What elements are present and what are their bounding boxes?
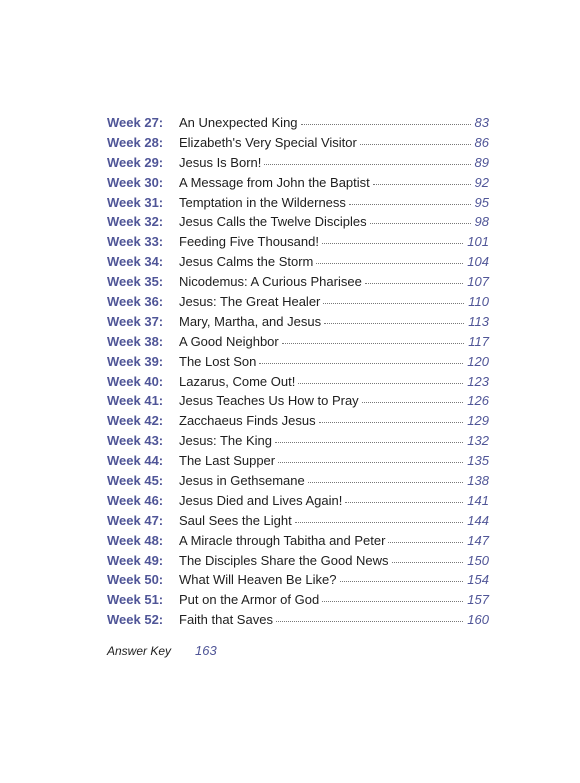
toc-lesson-title: Temptation in the Wilderness	[179, 194, 346, 210]
toc-page-number: 138	[467, 473, 489, 489]
toc-week-label: Week 32:	[107, 214, 164, 230]
answer-key-entry[interactable]	[107, 643, 217, 658]
toc-lesson-title: Zacchaeus Finds Jesus	[179, 413, 316, 429]
toc-dot-leader	[308, 481, 464, 483]
toc-entry[interactable]	[107, 531, 489, 551]
toc-entry[interactable]	[107, 451, 489, 471]
toc-week-label: Week 48:	[107, 532, 164, 548]
toc-dot-leader	[360, 143, 471, 145]
toc-week-label: Week 44:	[107, 453, 164, 469]
toc-dot-leader	[324, 322, 464, 324]
toc-week-label: Week 34:	[107, 254, 164, 270]
toc-week-label: Week 52:	[107, 612, 164, 628]
toc-entry[interactable]	[107, 292, 489, 312]
toc-entry[interactable]	[107, 551, 489, 571]
toc-lesson-title: Elizabeth's Very Special Visitor	[179, 134, 357, 150]
toc-dot-leader	[370, 222, 471, 224]
toc-lesson-title: An Unexpected King	[179, 115, 298, 130]
toc-entry[interactable]	[107, 511, 489, 531]
toc-entry[interactable]	[107, 610, 489, 630]
toc-lesson-title: What Will Heaven Be Like?	[179, 572, 337, 588]
toc-entry[interactable]	[107, 133, 489, 153]
toc-lesson-title: Jesus Calms the Storm	[179, 254, 314, 270]
toc-lesson-title: Saul Sees the Light	[179, 512, 292, 528]
toc-dot-leader	[373, 183, 471, 185]
toc-dot-leader	[349, 203, 471, 205]
toc-lesson-title: Jesus Died and Lives Again!	[179, 492, 343, 508]
toc-lesson-title: Put on the Armor of God	[179, 592, 320, 608]
toc-week-label: Week 45:	[107, 473, 164, 489]
toc-week-label: Week 29:	[107, 154, 164, 170]
toc-entry[interactable]	[107, 312, 489, 332]
toc-page-number: 141	[467, 492, 489, 508]
toc-dot-leader	[388, 541, 463, 543]
toc-lesson-title: Nicodemus: A Curious Pharisee	[179, 274, 362, 290]
toc-page-number: 104	[467, 254, 489, 270]
toc-entry[interactable]	[107, 212, 489, 232]
toc-entry[interactable]	[107, 252, 489, 272]
toc-week-label: Week 38:	[107, 333, 164, 349]
toc-page-number: 135	[467, 453, 489, 469]
toc-week-label: Week 31:	[107, 194, 164, 210]
toc-entry[interactable]	[107, 590, 489, 610]
toc-page-number: 154	[467, 572, 489, 588]
toc-lesson-title: A Message from John the Baptist	[179, 174, 370, 190]
toc-page-number: 113	[468, 313, 489, 329]
toc-entry[interactable]	[107, 411, 489, 431]
table-of-contents	[107, 113, 489, 630]
answer-key-page-number: 163	[195, 643, 217, 658]
toc-lesson-title: The Lost Son	[179, 353, 257, 369]
toc-entry[interactable]	[107, 193, 489, 213]
toc-entry[interactable]	[107, 391, 489, 411]
toc-week-label: Week 36:	[107, 294, 164, 310]
toc-dot-leader	[278, 461, 463, 463]
toc-dot-leader	[362, 401, 464, 403]
toc-dot-leader	[345, 501, 463, 503]
toc-lesson-title: Jesus: The King	[179, 433, 272, 449]
toc-dot-leader	[316, 262, 463, 264]
toc-dot-leader	[275, 441, 463, 443]
toc-page-number: 101	[467, 234, 489, 250]
toc-dot-leader	[298, 382, 463, 384]
toc-dot-leader	[276, 620, 463, 622]
toc-entry[interactable]	[107, 352, 489, 372]
toc-page-number: 86	[474, 134, 489, 150]
toc-page-number: 157	[467, 592, 489, 608]
toc-page-number: 147	[467, 532, 489, 548]
toc-week-label: Week 51:	[107, 592, 164, 608]
toc-lesson-title: Jesus: The Great Healer	[179, 294, 321, 310]
toc-week-label: Week 50:	[107, 572, 164, 588]
toc-week-label: Week 40:	[107, 373, 164, 389]
toc-page-number: 89	[474, 154, 489, 170]
toc-lesson-title: The Disciples Share the Good News	[179, 552, 389, 568]
toc-dot-leader	[282, 342, 465, 344]
toc-dot-leader	[322, 242, 463, 244]
toc-page-number: 120	[467, 353, 489, 369]
toc-entry[interactable]	[107, 471, 489, 491]
toc-entry[interactable]	[107, 113, 489, 133]
toc-page-number: 110	[468, 294, 489, 310]
toc-lesson-title: A Miracle through Tabitha and Peter	[179, 532, 386, 548]
toc-dot-leader	[365, 282, 463, 284]
toc-week-label: Week 30:	[107, 174, 164, 190]
toc-lesson-title: Jesus Is Born!	[179, 154, 262, 170]
toc-entry[interactable]	[107, 570, 489, 590]
toc-page-number: 107	[467, 274, 489, 290]
toc-entry[interactable]	[107, 332, 489, 352]
toc-week-label: Week 42:	[107, 413, 164, 429]
toc-page-number: 144	[467, 512, 489, 528]
toc-page-number: 129	[467, 413, 489, 429]
toc-dot-leader	[392, 561, 464, 563]
toc-lesson-title: Jesus Calls the Twelve Disciples	[179, 214, 367, 230]
toc-entry[interactable]	[107, 431, 489, 451]
toc-entry[interactable]	[107, 232, 489, 252]
toc-lesson-title: The Last Supper	[179, 453, 276, 469]
toc-dot-leader	[259, 362, 463, 364]
toc-lesson-title: A Good Neighbor	[179, 333, 279, 349]
toc-page-number: 160	[467, 612, 489, 628]
toc-week-label: Week 49:	[107, 552, 164, 568]
toc-week-label: Week 43:	[107, 433, 164, 449]
toc-dot-leader	[319, 421, 464, 423]
toc-dot-leader	[323, 302, 464, 304]
toc-entry[interactable]	[107, 272, 489, 292]
answer-key-label: Answer Key	[107, 644, 172, 658]
toc-page-number: 132	[467, 433, 489, 449]
toc-lesson-title: Faith that Saves	[179, 612, 273, 628]
toc-week-label: Week 47:	[107, 512, 164, 528]
toc-week-label: Week 27:	[107, 115, 164, 130]
toc-week-label: Week 46:	[107, 492, 164, 508]
toc-page-number: 117	[468, 333, 489, 349]
toc-page-number: 92	[474, 174, 489, 190]
toc-page-number: 126	[467, 393, 489, 409]
toc-lesson-title: Jesus Teaches Us How to Pray	[179, 393, 359, 409]
toc-week-label: Week 33:	[107, 234, 164, 250]
toc-dot-leader	[295, 521, 464, 523]
toc-entry[interactable]	[107, 153, 489, 173]
toc-entry[interactable]	[107, 491, 489, 511]
toc-dot-leader	[322, 600, 463, 602]
toc-lesson-title: Jesus in Gethsemane	[179, 473, 305, 489]
toc-week-label: Week 39:	[107, 353, 164, 369]
toc-lesson-title: Feeding Five Thousand!	[179, 234, 319, 250]
toc-page-number: 83	[474, 115, 489, 130]
toc-page-number: 95	[474, 194, 489, 210]
toc-lesson-title: Lazarus, Come Out!	[179, 373, 296, 389]
toc-page-number: 98	[474, 214, 489, 230]
toc-dot-leader	[264, 163, 470, 165]
toc-week-label: Week 41:	[107, 393, 164, 409]
toc-week-label: Week 35:	[107, 274, 164, 290]
toc-page-number: 123	[467, 373, 489, 389]
toc-entry[interactable]	[107, 173, 489, 193]
toc-page-number: 150	[467, 552, 489, 568]
toc-lesson-title: Mary, Martha, and Jesus	[179, 313, 322, 329]
toc-week-label: Week 37:	[107, 313, 164, 329]
toc-entry[interactable]	[107, 372, 489, 392]
toc-dot-leader	[301, 123, 471, 125]
toc-week-label: Week 28:	[107, 134, 164, 150]
toc-dot-leader	[340, 580, 464, 582]
